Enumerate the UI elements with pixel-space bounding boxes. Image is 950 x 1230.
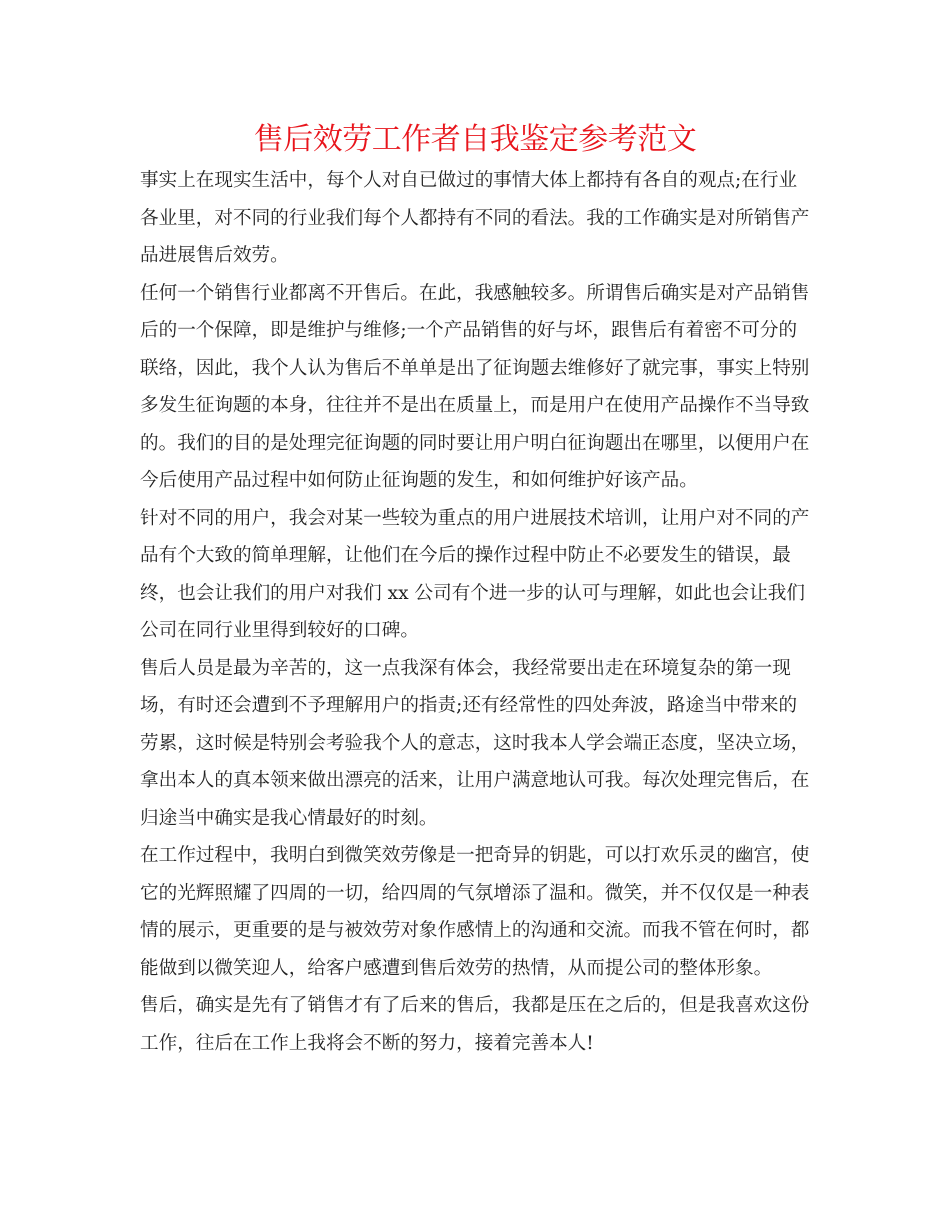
paragraph-line: 事实上在现实生活中，每个人对自已做过的事情大体上都持有各自的观点;在行业 <box>140 170 798 191</box>
paragraph-line: 的。我们的目的是处理完征询题的同时要让用户明白征询题出在哪里，以便用户在 <box>140 432 810 454</box>
paragraph-line: 它的光辉照耀了四周的一切，给四周的气氛增添了温和。微笑，并不仅仅是一种表 <box>140 882 810 904</box>
paragraph-line: 针对不同的用户，我会对某一些较为重点的用户进展技术培训，让用户对不同的产 <box>140 507 810 529</box>
paragraph-line: 归途当中确实是我心情最好的时刻。 <box>140 807 438 829</box>
paragraph-line: 公司在同行业里得到较好的口碑。 <box>140 620 419 641</box>
paragraph-line: 售后人员是最为辛苦的，这一点我深有体会，我经常要出走在环境复杂的第一现 <box>140 657 791 679</box>
paragraph <box>140 650 820 838</box>
paragraph-line: 售后，确实是先有了销售才有了后来的售后，我都是压在之后的，但是我喜欢这份 <box>140 995 810 1016</box>
paragraph-line: 情的展示，更重要的是与被效劳对象作感情上的沟通和交流。而我不管在何时，都 <box>140 920 810 941</box>
document-title: 售后效劳工作者自我鉴定参考范文 <box>253 122 697 157</box>
paragraph-line: 后的一个保障，即是维护与维修;一个产品销售的好与坏，跟售后有着密不可分的 <box>140 320 798 341</box>
paragraph-line: 劳累，这时候是特别会考验我个人的意志，这时我本人学会端正态度，坚决立场， <box>140 732 810 754</box>
paragraph <box>140 837 820 987</box>
paragraph-line: 今后使用产品过程中如何防止征询题的发生，和如何维护好该产品。 <box>140 470 698 491</box>
paragraph <box>140 500 820 650</box>
paragraph <box>140 275 820 500</box>
paragraph <box>140 162 820 275</box>
paragraph-line: 在工作过程中，我明白到微笑效劳像是一把奇异的钥匙，可以打欢乐灵的幽宫，使 <box>140 845 810 866</box>
paragraph <box>140 987 820 1062</box>
paragraph-line: 联络，因此，我个人认为售后不单单是出了征询题去维修好了就完事，事实上特别 <box>140 357 810 379</box>
paragraph-line: 品有个大致的简单理解，让他们在今后的操作过程中防止不必要发生的错误，最 <box>140 545 791 566</box>
paragraph-line: 拿出本人的真本领来做出漂亮的活来，让用户满意地认可我。每次处理完售后，在 <box>140 770 810 791</box>
paragraph-line: 品进展售后效劳。 <box>140 245 289 266</box>
paragraph-line: 场，有时还会遭到不予理解用户的指责;还有经常性的四处奔波，路途当中带来的 <box>140 695 798 716</box>
paragraph-line: 能做到以微笑迎人，给客户感遭到售后效劳的热情，从而提公司的整体形象。 <box>140 957 773 979</box>
paragraph-line: 各业里，对不同的行业我们每个人都持有不同的看法。我的工作确实是对所销售产 <box>140 207 810 229</box>
paragraph-line: 任何一个销售行业都离不开售后。在此，我感触较多。所谓售后确实是对产品销售 <box>140 282 810 304</box>
paragraph-line: 终，也会让我们的用户对我们 xx 公司有个进一步的认可与理解，如此也会让我们 <box>140 582 805 604</box>
paragraph-line: 工作，往后在工作上我将会不断的努力，接着完善本人! <box>140 1032 594 1054</box>
document-body <box>140 162 820 1062</box>
paragraph-line: 多发生征询题的本身，往往并不是出在质量上，而是用户在使用产品操作不当导致 <box>140 395 810 416</box>
